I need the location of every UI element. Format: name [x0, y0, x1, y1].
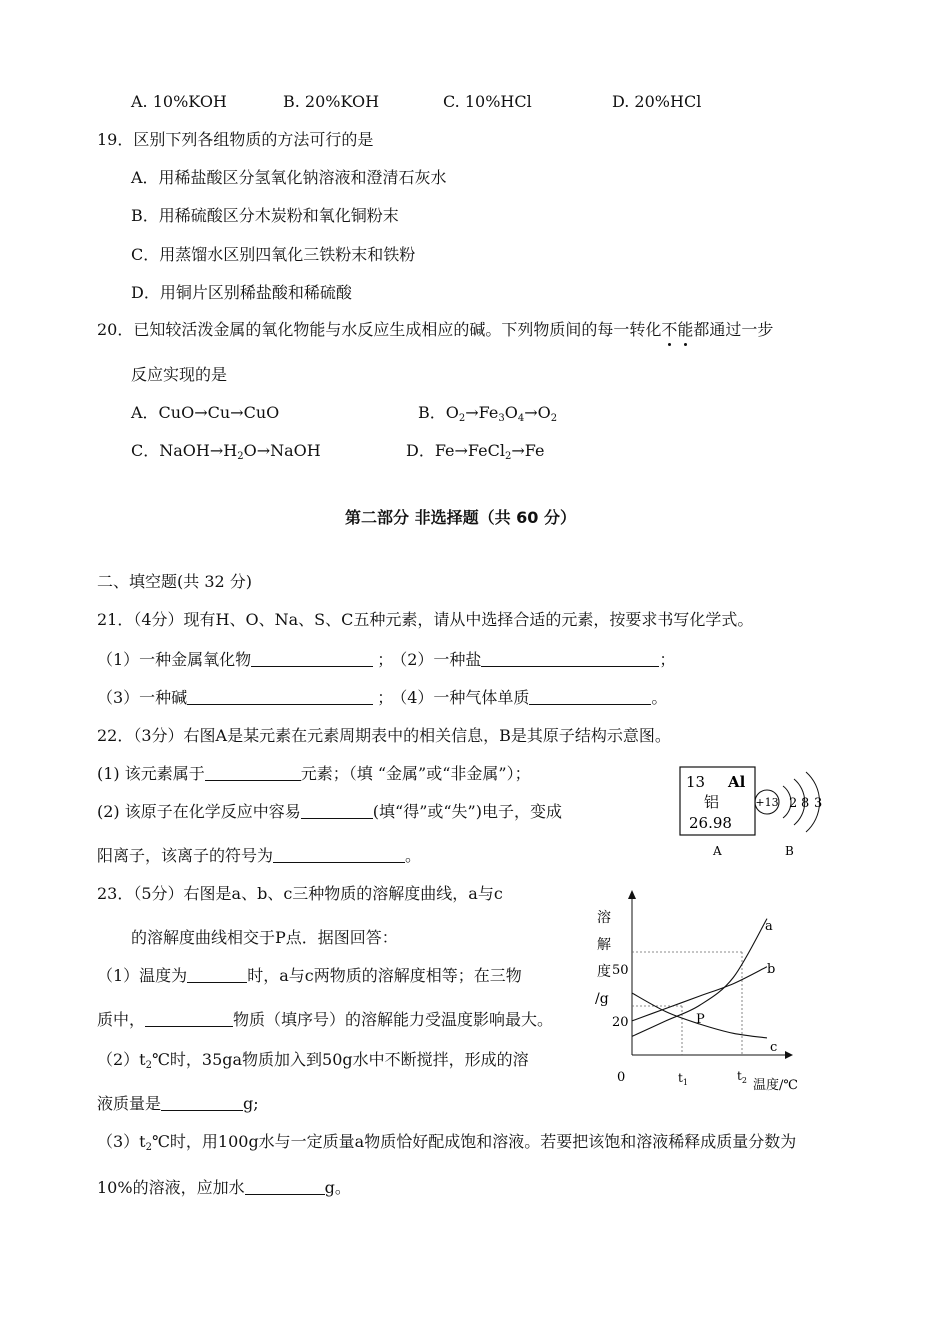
y-tick-50: 50 — [612, 963, 629, 978]
answer-blank[interactable] — [481, 650, 659, 667]
emphasis-dot-2: 能 — [677, 320, 694, 339]
atomic-number: 13 — [686, 773, 706, 791]
answer-blank[interactable] — [245, 1178, 325, 1195]
answer-blank[interactable] — [273, 846, 405, 863]
series-label-c: c — [770, 1040, 778, 1055]
x-tick-t1: $t_1$ — [678, 1071, 688, 1087]
figure-label-a: A — [713, 844, 722, 858]
q22-part2: (2) 该原子在化学反应中容易 (填“得”或“失”)电子，变成 — [97, 802, 562, 821]
q21-stem: 21．（4分）现有H、O、Na、S、C五种元素，请从中选择合适的元素，按要求书写化学式。 — [97, 610, 754, 629]
element-symbol: Al — [728, 773, 746, 791]
y-label-char: 解 — [597, 937, 611, 953]
q20-option-c: C．$NaOH\to H_2O\to NaOH$ — [131, 441, 321, 462]
nucleus-charge: +13 — [755, 796, 779, 809]
x-tick-t2: $t_2$ — [737, 1069, 747, 1085]
q23-part3-line2: 10%的溶液，应加水 g。 — [97, 1178, 351, 1197]
part2-title: 第二部分 非选择题（共 60 分） — [345, 508, 576, 527]
q22-stem: 22．（3分）右图A是某元素在元素周期表中的相关信息，B是其原子结构示意图。 — [97, 726, 671, 745]
q23-part1: （1）温度为 时，a与c两物质的溶解度相等；在三物 — [97, 966, 522, 985]
y-label-char: 溶 — [597, 910, 611, 926]
shell-electrons-3: 3 — [814, 796, 823, 811]
x-axis-label: 温度/℃ — [753, 1078, 798, 1093]
answer-blank[interactable] — [301, 802, 373, 819]
q22-part1: (1) 该元素属于 元素；（填 “金属”或“非金属”）； — [97, 764, 531, 783]
point-p-label: P — [696, 1012, 705, 1027]
q19-option-d: D．用铜片区别稀盐酸和稀硫酸 — [131, 283, 352, 302]
emphasis-dot-1: 不 — [661, 320, 678, 339]
section-title: 二、填空题(共 32 分) — [97, 572, 253, 591]
answer-blank[interactable] — [161, 1094, 243, 1111]
q20-option-b: B．$O_2\to Fe_3O_4\to O_2$ — [418, 403, 558, 424]
answer-blank[interactable] — [187, 688, 373, 705]
q20-stem-line2: 反应实现的是 — [131, 365, 228, 384]
q19-option-b: B．用稀硫酸区分木炭粉和氧化铜粉末 — [131, 206, 399, 225]
y-label-char: 度 — [597, 964, 611, 980]
shell-electrons-2: 8 — [801, 796, 810, 811]
answer-blank[interactable] — [205, 764, 301, 781]
solubility-chart — [585, 885, 815, 1100]
q20-option-a: A．CuO→Cu→CuO — [131, 403, 280, 422]
q18-option-a: A. 10%KOH — [131, 92, 227, 111]
series-label-a: a — [765, 919, 773, 934]
x-axis-arrow — [785, 1051, 793, 1059]
answer-blank[interactable] — [529, 688, 651, 705]
q18-option-b: B. 20%KOH — [283, 92, 380, 111]
answer-blank[interactable] — [145, 1010, 233, 1027]
q21-line2: （3）一种碱 ； （4）一种气体单质 。 — [97, 688, 668, 707]
q18-option-d: D. 20%HCl — [612, 92, 702, 111]
q19-option-a: A．用稀盐酸区分氢氧化钠溶液和澄清石灰水 — [131, 168, 447, 187]
q18-option-c: C. 10%HCl — [443, 92, 532, 111]
q22-part2-line2: 阳离子，该离子的符号为 。 — [97, 846, 422, 865]
q21-line1: （1）一种金属氧化物 ； （2）一种盐 ； — [97, 650, 676, 669]
q23-part2: $(2)t_2℃$时，35ga物质加入到50g水中不断搅拌，形成的溶 — [97, 1050, 529, 1071]
q23-part1-line2: 质中， 物质（填序号）的溶解能力受温度影响最大。 — [97, 1010, 554, 1029]
y-tick-20: 20 — [612, 1015, 629, 1030]
series-label-b: b — [767, 962, 776, 977]
q23-part3: $(3)t_2℃$时，用100g水与一定质量a物质恰好配成饱和溶液。若要把该饱和溶液稀释成质量分数为 — [97, 1132, 797, 1153]
answer-blank[interactable] — [187, 966, 247, 983]
y-axis-arrow — [628, 890, 636, 899]
q23-stem: 23．（5分）右图是a、b、c三种物质的溶解度曲线，a与c — [97, 884, 503, 903]
origin-label: 0 — [617, 1070, 626, 1085]
element-name: 铝 — [704, 793, 720, 811]
y-label-char: /g — [595, 991, 609, 1007]
figure-label-b: B — [785, 844, 794, 858]
q23-stem-line2: 的溶解度曲线相交于P点．据图回答： — [131, 928, 398, 947]
q23-part2-line2: 液质量是 g; — [97, 1094, 259, 1113]
q19-stem: 19．区别下列各组物质的方法可行的是 — [97, 130, 374, 149]
q20-option-d: D．Fe→FeCl$_2$→Fe — [406, 441, 545, 462]
q19-option-c: C．用蒸馏水区别四氧化三铁粉末和铁粉 — [131, 245, 416, 264]
shell-electrons-1: 2 — [789, 796, 798, 811]
q20-stem: 20．已知较活泼金属的氧化物能与水反应生成相应的碱。下列物质间的每一转化不能都通过一步 — [97, 320, 774, 339]
atomic-mass: 26.98 — [689, 814, 732, 832]
answer-blank[interactable] — [251, 650, 373, 667]
element-figure — [670, 760, 850, 860]
